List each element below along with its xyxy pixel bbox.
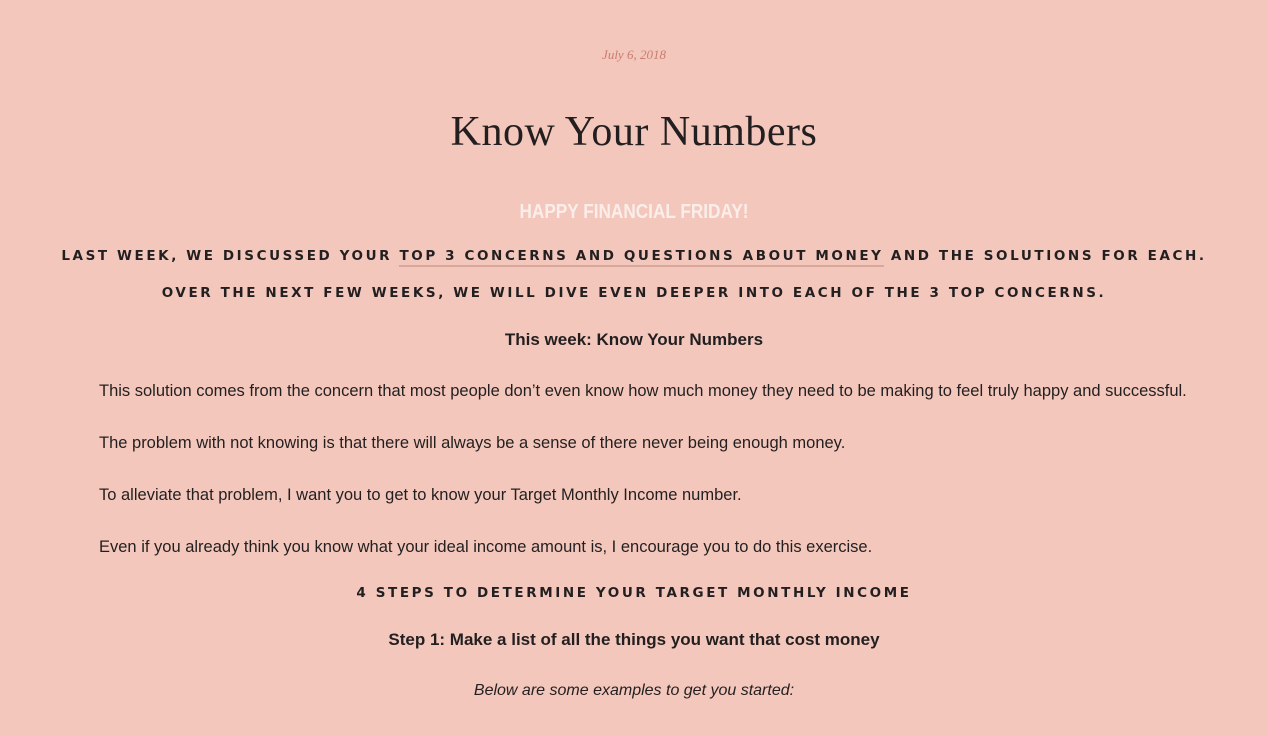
intro-line-1 [0, 248, 1268, 264]
post-date: July 6, 2018 [602, 47, 666, 62]
top-3-concerns-link[interactable]: TOP 3 CONCERNS AND QUESTIONS ABOUT MONEY [399, 248, 883, 267]
steps-heading: 4 STEPS TO DETERMINE YOUR TARGET MONTHLY INCOME [356, 585, 912, 601]
this-week-heading: This week: Know Your Numbers [504, 330, 764, 349]
intro-line-2: OVER THE NEXT FEW WEEKS, WE WILL DIVE EVEN DEEPER INTO EACH OF THE 3 TOP CONCERNS. [161, 285, 1107, 301]
paragraph-4: Even if you already think you know what your ideal income amount is, I encourage you to do this exercise. [99, 538, 873, 556]
step-1-heading: Step 1: Make a list of all the things you want that cost money [388, 630, 880, 649]
paragraph-3: To alleviate that problem, I want you to get to know your Target Monthly Income number. [99, 486, 742, 504]
paragraph-2: The problem with not knowing is that there will always be a sense of there never being enough money. [99, 434, 846, 452]
greeting-heading: HAPPY FINANCIAL FRIDAY! [519, 201, 749, 223]
intro-line-1-after: AND THE SOLUTIONS FOR EACH. [883, 248, 1207, 264]
intro-line-1-before: LAST WEEK, WE DISCUSSED YOUR [61, 248, 400, 264]
post-title: Know Your Numbers [450, 109, 818, 155]
examples-intro: Below are some examples to get you started: [473, 682, 795, 699]
paragraph-1: This solution comes from the concern that most people don’t even know how much money they need to be making to feel truly happy and successful. [99, 382, 1187, 400]
